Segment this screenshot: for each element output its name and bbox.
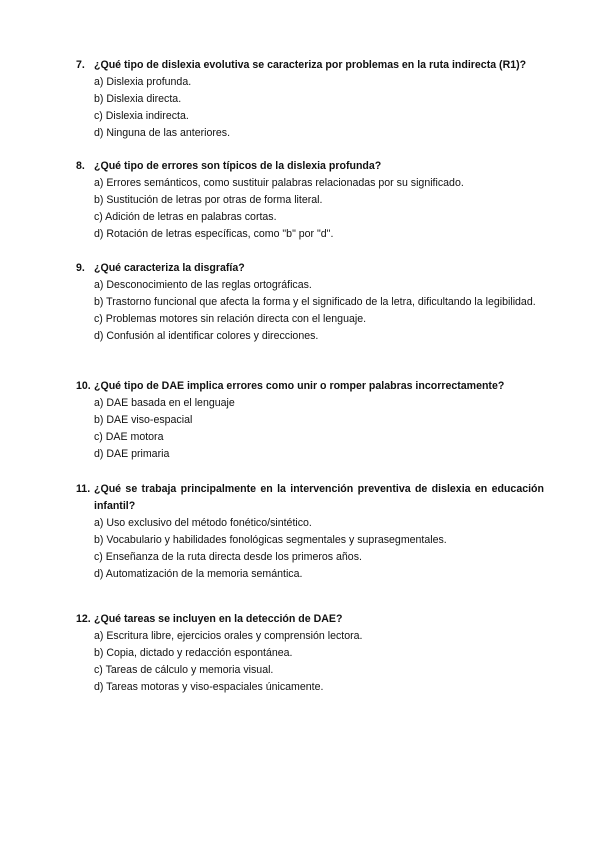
question-text: ¿Qué tipo de errores son típicos de la dislexia profunda? [94,160,382,172]
question-text: ¿Qué se trabaja principalmente en la intervención preventiva de dislexia en educación infantil? [94,483,544,512]
question-number: 11. [76,483,91,495]
option-b: b) Sustitución de letras por otras de forma literal. [94,194,323,206]
option-d: d) Tareas motoras y viso-espaciales únicamente. [94,681,324,693]
option-a: a) Dislexia profunda. [94,76,192,88]
question-10 [76,378,544,463]
question-heading [76,260,544,277]
option-b: b) Trastorno funcional que afecta la forma y el significado de la letra, dificultando la legibilidad. [94,296,536,308]
option-a: a) Escritura libre, ejercicios orales y comprensión lectora. [94,630,363,642]
question-text: ¿Qué tareas se incluyen en la detección de DAE? [94,613,343,625]
question-number: 12. [76,613,91,625]
question-number: 7. [76,59,85,71]
option-list [94,395,544,463]
question-heading [76,57,544,74]
option-a: a) Desconocimiento de las reglas ortográficas. [94,279,312,291]
option-list [94,74,544,142]
option-c: c) Problemas motores sin relación directa con el lenguaje. [94,313,367,325]
question-heading [76,158,544,175]
question-11 [76,481,544,583]
option-b: b) Vocabulario y habilidades fonológicas segmentales y suprasegmentales. [94,534,447,546]
question-8 [76,158,544,243]
question-text: ¿Qué tipo de dislexia evolutiva se caracteriza por problemas en la ruta indirecta (R1)? [94,59,527,71]
question-text: ¿Qué tipo de DAE implica errores como unir o romper palabras incorrectamente? [94,380,505,392]
question-text: ¿Qué caracteriza la disgrafía? [94,262,245,274]
question-9 [76,260,544,345]
question-12 [76,611,544,696]
option-d: d) Rotación de letras específicas, como "b" por "d". [94,228,334,240]
option-list [94,628,544,696]
option-d: d) Confusión al identificar colores y direcciones. [94,330,319,342]
option-d: d) Automatización de la memoria semántica. [94,568,303,580]
question-number: 9. [76,262,85,274]
option-c: c) Dislexia indirecta. [94,110,189,122]
question-7 [76,57,544,142]
option-d: d) Ninguna de las anteriores. [94,127,231,139]
option-list [94,277,544,345]
option-c: c) Adición de letras en palabras cortas. [94,211,277,223]
option-a: a) DAE basada en el lenguaje [94,397,235,409]
option-list [94,175,544,243]
question-heading [76,481,544,515]
option-c: c) DAE motora [94,431,164,443]
question-heading [76,378,544,395]
option-b: b) DAE viso-espacial [94,414,193,426]
option-b: b) Dislexia directa. [94,93,182,105]
option-list [94,515,544,583]
option-c: c) Enseñanza de la ruta directa desde los primeros años. [94,551,362,563]
option-b: b) Copia, dictado y redacción espontánea. [94,647,293,659]
option-a: a) Errores semánticos, como sustituir palabras relacionadas por su significado. [94,177,464,189]
question-heading [76,611,544,628]
option-d: d) DAE primaria [94,448,170,460]
option-a: a) Uso exclusivo del método fonético/sintético. [94,517,312,529]
question-number: 10. [76,380,91,392]
question-number: 8. [76,160,85,172]
option-c: c) Tareas de cálculo y memoria visual. [94,664,274,676]
